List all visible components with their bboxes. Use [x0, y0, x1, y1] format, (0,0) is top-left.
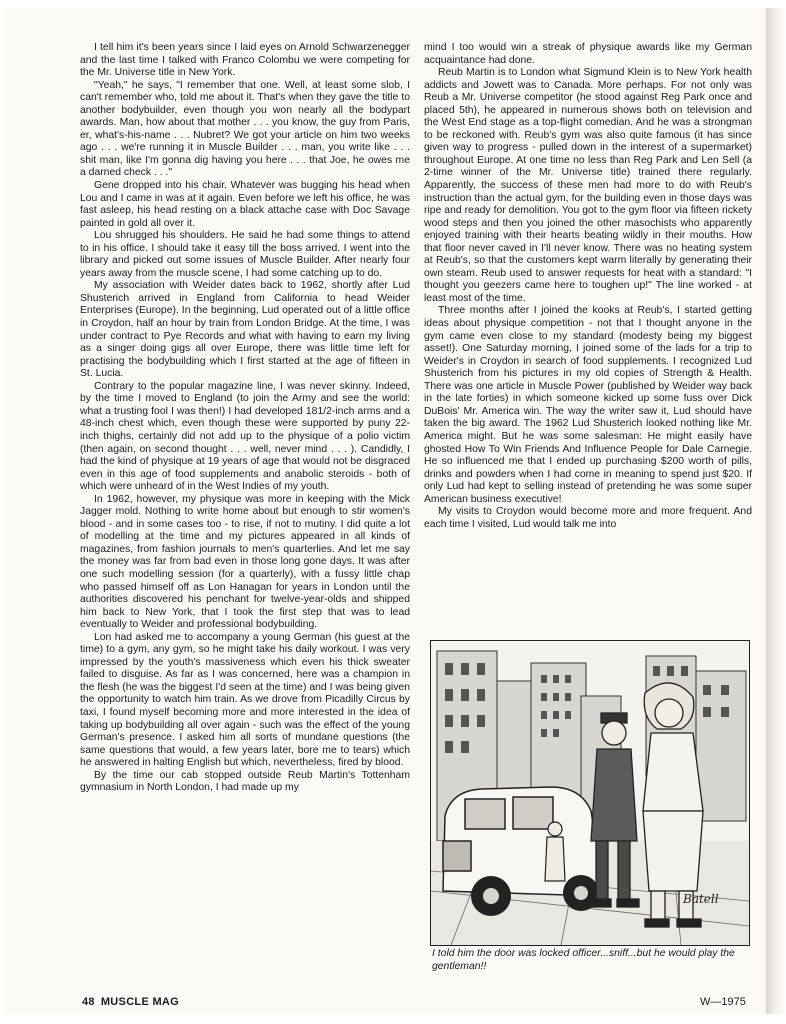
paragraph: Reub Martin is to London what Sigmund Klein is to New York health addicts and Jowett was to Canada. More perhaps. For not only was Reub a Mr. Universe competitor (he stood against Reg Park once and placed 5th), he appeared in numerous shows both on television and the West End stage as a top-flight comedian. And he was a strongman to be reckoned with. Reub's gym was also quite famous (it has since given way to progress - pulled down in the interest of a supermarket) throughout Europe. At one time no less than Reg Park and Len Sell (a 2-time winner of the Mr. Universe title) trained there regularly. Apparently, the success of these men had more to do with Reub's instruction than the actual gym, for the building even in those days was ripe and ready for demolition. You got to the gym floor via fifteen rickety wood steps and then you joined the other masochists who apparently enjoyed training with their hearts beating wildly in their mouths. How that floor never caved in I'll never know. There was no heating system at Reub's, so that the customers kept warm literally by generating their own steam. Reub used to answer requests for heat with a standard: "I thought you geezers came here to toughen up!" The line worked - at least most of the time. — [424, 67, 752, 304]
artist-signature: Batell — [683, 892, 719, 906]
magazine-name: MUSCLE MAG — [100, 996, 180, 1008]
right-text-column — [424, 42, 752, 531]
illustration-caption: I told him the door was locked officer...sniff...but he would play the gentleman!! — [432, 948, 735, 972]
page-number: 48 — [82, 996, 95, 1008]
left-text-column — [80, 42, 410, 795]
paragraph: mind I too would win a streak of physique awards like my German acquaintance had done. — [424, 42, 752, 66]
small-figure — [545, 822, 565, 881]
paragraph: Gene dropped into his chair. Whatever was bugging his head when Lou and I came in was at it again. Even before we left his office, he was fast asleep, his head resting on a black attache case with Doc Savage painted in gold all over it. — [80, 180, 410, 229]
paragraph: Three months after I joined the kooks at Reub's, I started getting ideas about physique competition - not that I thought anyone in the gym came even close to my standard (modesty being my biggest asset!). One Saturday morning, I joined some of the lads for a trip to Weider's in Croydon in search of food supplements. I recognized Lud Shusterich from his pictures in my old copies of Strength & Health. There was one article in Muscle Power (published by Weider way back in the late forties) in which someone kicked up some fuss over Dick DuBois' Mr. America win. The way the writer saw it, Lud should have taken the big award. The 1962 Lud Shusterich looked nothing like Mr. America might. But he was some salesman: He might easily have ghosted How To Win Friends And Influence People for Dale Carnegie. He so influenced me that I ended up purchasing $200 worth of pills, drinks and powders when I had come in meaning to spend just $20. If only Lud had kept to selling instead of pretending he was some super American business executive! — [424, 305, 752, 505]
footer-left — [82, 996, 179, 1008]
cartoon-illustration — [430, 640, 750, 946]
paragraph: Lou shrugged his shoulders. He said he had some things to attend to in his office. I should take it easy till the boss arrived. I went into the library and picked out some issues of Muscle Builder. After nearly four years away from the muscle scene, I had some catching up to do. — [80, 230, 410, 279]
page-edge-shadow — [766, 8, 786, 1014]
paragraph: My visits to Croydon would become more and more frequent. And each time I visited, Lud would talk me into — [424, 506, 752, 530]
paragraph: "Yeah," he says, "I remember that one. Well, at least some slob, I can't remember who, told me about it. That's when they gave the title to another bodybuilder, even though you won nearly all the bodypart awards. Man, how about that mother . . . you know, the guy from Paris, er, what's-his-name . . . Nubret? We got your article on him two weeks ago . . . we're running it in Muscle Builder . . . man, you write like . . . shit man, like I'm gonna dig having you here . . . that Joe, he owes me a darned check . . ." — [80, 79, 410, 179]
paragraph: By the time our cab stopped outside Reub Martin's Tottenham gymnasium in North London, I had made up my — [80, 769, 410, 794]
issue-label: W—1975 — [700, 996, 746, 1008]
paragraph: Contrary to the popular magazine line, I was never skinny. Indeed, by the time I moved to England (to join the Army and see the world: what a trusting fool I was then!) I had developed 181/2-inch arms and a 48-inch chest which, even though these were supported by puny 22-inch thighs, certainly did not add up to the physique of a polio victim (then again, on second thought . . . well, never mind . . . ). Candidly, I had the kind of physique at 19 years of age that would not be disgraced even in this age of food supplements and anabolic steroids - both of which were unheard of in the West Indies of my youth. — [80, 380, 410, 493]
paragraph: In 1962, however, my physique was more in keeping with the Mick Jagger mold. Nothing to write home about but enough to stir women's blood - and in some cases too - to rise, if not to mutiny. I did quite a lot of modelling at the time and my pictures appeared in all kinds of magazines, from fashion journals to men's quarterlies. And let me say the money was far from bad even in those long gone days. It was after one such modelling session (for a quarterly), with a fussy little chap who passed himself off as Lon Hanagan for years in London until the authorities discovered his penchant for twelve-year-olds and shipped him back to New York, that I took the first step that was to lead eventually to Weider and professional bodybuilding. — [80, 493, 410, 631]
paragraph: I tell him it's been years since I laid eyes on Arnold Schwarzenegger and the last time I talked with Franco Colombu we were competing for the Mr. Universe title in New York. — [80, 42, 410, 79]
paragraph: Lon had asked me to accompany a young German (his guest at the time) to a gym, any gym, so he might take his daily workout. I was very impressed by the youth's massiveness which even his thick sweater failed to disguise. As far as I was concerned, here was a champion in the flesh (he was the biggest I'd seen at the time) and I was being given the opportunity to watch him train. As we drove from Picadilly Circus by taxi, I found myself becoming more and more interested in the idea of taking up bodybuilding all over again - such was the effect of the young German's presence. I asked him all sorts of mundane questions (the same questions that would, a few years later, bore me to tears) which he answered in halting English but which, nevertheless, fired by blood. — [80, 631, 410, 769]
cartoon-drawing — [431, 641, 749, 945]
paragraph: My association with Weider dates back to 1962, shortly after Lud Shusterich arrived in England from California to head Weider Enterprises (Europe). In the beginning, Lud operated out of a little office in Croydon, half an hour by train from London Bridge. At the time, I was under contract to Pye Records and what with having to earn my living as a singer doing gigs all over Europe, there was little time left for practising the bodybuilding which I first started at the age of fifteen in St. Lucia. — [80, 280, 410, 380]
